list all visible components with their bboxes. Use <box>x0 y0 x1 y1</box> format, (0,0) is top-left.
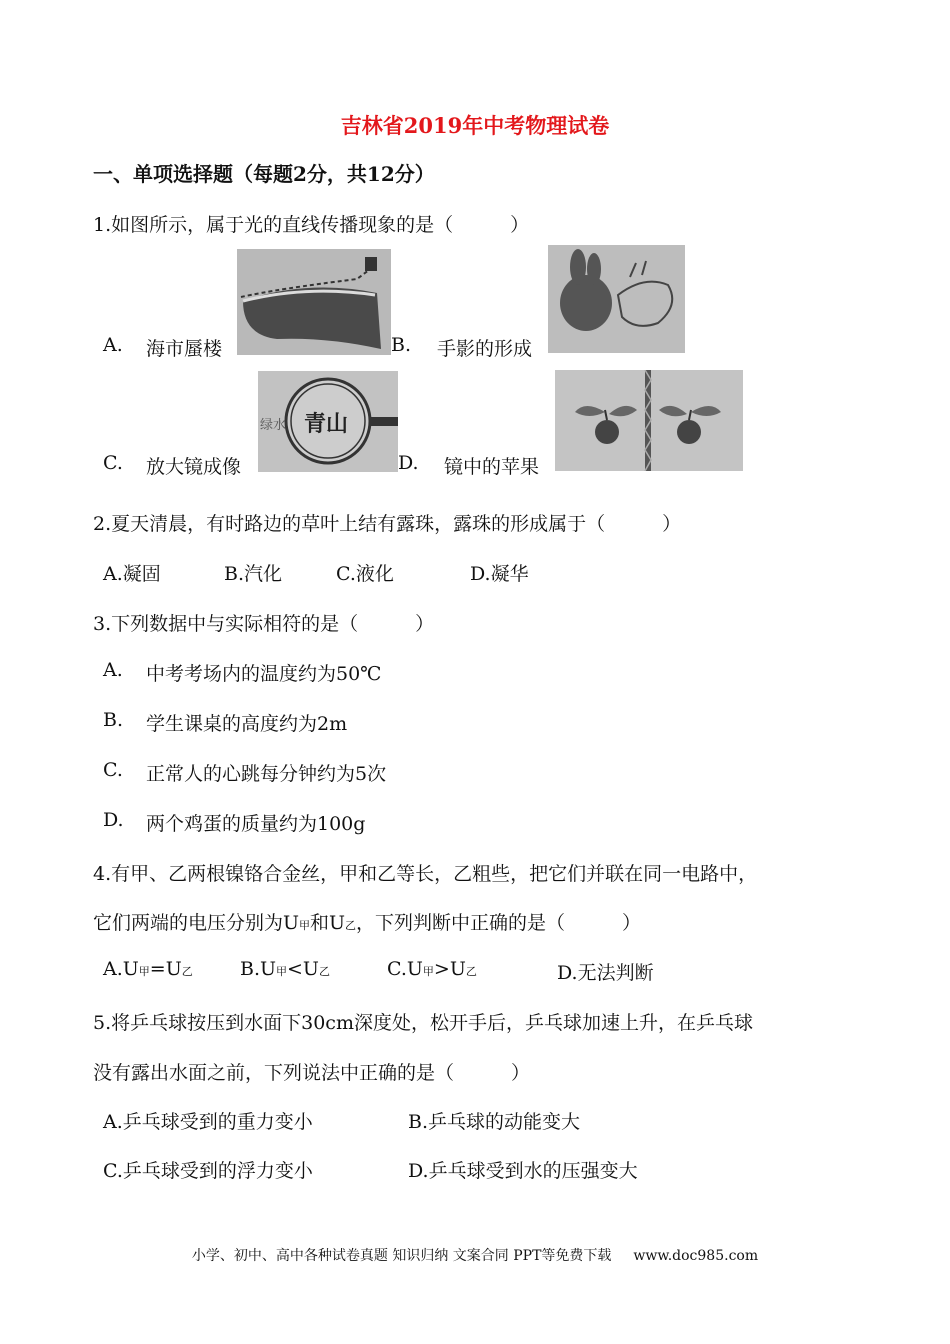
q2-option-b: B.汽化 <box>224 563 283 585</box>
q4-option-c-text: C.U <box>387 958 423 980</box>
question-3-stem: 3.下列数据中与实际相符的是（ ） <box>93 613 435 635</box>
hand-shadow-image <box>548 245 685 353</box>
footer-text: 小学、初中、高中各种试卷真题 知识归纳 文案合同 PPT等免费下载 <box>191 1248 612 1264</box>
q4-option-a-op: =U <box>149 958 182 980</box>
q4-text: 它们两端的电压分别为U <box>93 912 300 934</box>
lens-small-text: 绿水 <box>260 418 287 433</box>
q1-option-c-text: 放大镜成像 <box>146 456 242 478</box>
question-2-stem: 2.夏天清晨，有时路边的草叶上结有露珠，露珠的形成属于（ ） <box>93 513 682 535</box>
page-footer <box>0 1245 950 1265</box>
q4-option-c <box>387 958 477 980</box>
question-4-stem-line2 <box>93 908 641 935</box>
q4-sub-yi: 乙 <box>465 965 477 978</box>
q3-option-c-letter: C. <box>103 759 123 781</box>
q5-option-a: A.乒乓球受到的重力变小 <box>103 1111 313 1133</box>
q1-option-d-text: 镜中的苹果 <box>444 456 540 478</box>
q3-option-b-letter: B. <box>103 709 124 731</box>
q4-sub-jia: 甲 <box>422 965 434 978</box>
q4-option-a-text: A.U <box>103 958 139 980</box>
q4-sub-jia: 甲 <box>299 919 311 932</box>
q2-option-a: A.凝固 <box>103 563 161 585</box>
q4-sub-yi: 乙 <box>181 965 193 978</box>
q3-option-a-text: 中考考场内的温度约为50℃ <box>146 663 382 685</box>
section-heading: 一、单项选择题（每题2分，共12分） <box>93 162 435 186</box>
q4-sub-jia: 甲 <box>276 965 288 978</box>
q2-option-d: D.凝华 <box>470 563 529 585</box>
q4-option-d: D.无法判断 <box>557 962 654 984</box>
mirror-apple-image <box>555 370 743 471</box>
q5-option-d: D.乒乓球受到水的压强变大 <box>408 1160 638 1182</box>
q1-option-b-text: 手影的形成 <box>437 338 533 360</box>
q4-option-b-text: B.U <box>240 958 277 980</box>
lens-big-text: 青山 <box>304 412 349 437</box>
q4-text: ，下列判断中正确的是（ ） <box>356 912 642 934</box>
q3-option-c-text: 正常人的心跳每分钟约为5次 <box>146 763 387 785</box>
question-4-stem-line1: 4.有甲、乙两根镍铬合金丝，甲和乙等长，乙粗些，把它们并联在同一电路中， <box>93 863 758 885</box>
q1-option-c-letter: C. <box>103 452 123 474</box>
q4-option-a <box>103 958 193 980</box>
q3-option-d-letter: D. <box>103 809 124 831</box>
mirage-image <box>237 249 391 355</box>
q4-sub-yi: 乙 <box>345 919 357 932</box>
q3-option-d-text: 两个鸡蛋的质量约为100g <box>146 813 366 835</box>
q3-option-b-text: 学生课桌的高度约为2m <box>146 713 348 735</box>
q1-option-b-letter: B. <box>391 334 412 356</box>
footer-site-link[interactable]: www.doc985.com <box>633 1248 759 1264</box>
q4-option-c-op: >U <box>433 958 466 980</box>
q3-option-a-letter: A. <box>103 659 123 681</box>
q4-text: 和U <box>310 912 346 934</box>
q4-sub-jia: 甲 <box>138 965 150 978</box>
question-1-stem: 1.如图所示，属于光的直线传播现象的是（ ） <box>93 214 530 236</box>
exam-title: 吉林省2019年中考物理试卷 <box>340 113 610 138</box>
q4-option-b-op: <U <box>287 958 319 980</box>
magnifier-image <box>258 371 398 472</box>
q4-sub-yi: 乙 <box>318 965 330 978</box>
q4-option-b <box>240 958 330 980</box>
q2-option-c: C.液化 <box>336 563 394 585</box>
question-5-stem-line1: 5.将乒乓球按压到水面下30cm深度处，松开手后，乒乓球加速上升，在乒乓球 <box>93 1012 753 1034</box>
q1-option-d-letter: D. <box>398 452 419 474</box>
q1-option-a-letter: A. <box>103 334 123 356</box>
q5-option-b: B.乒乓球的动能变大 <box>408 1111 581 1133</box>
q1-option-a-text: 海市蜃楼 <box>146 338 223 360</box>
question-5-stem-line2: 没有露出水面之前，下列说法中正确的是（ ） <box>93 1062 531 1084</box>
q5-option-c: C.乒乓球受到的浮力变小 <box>103 1160 313 1182</box>
